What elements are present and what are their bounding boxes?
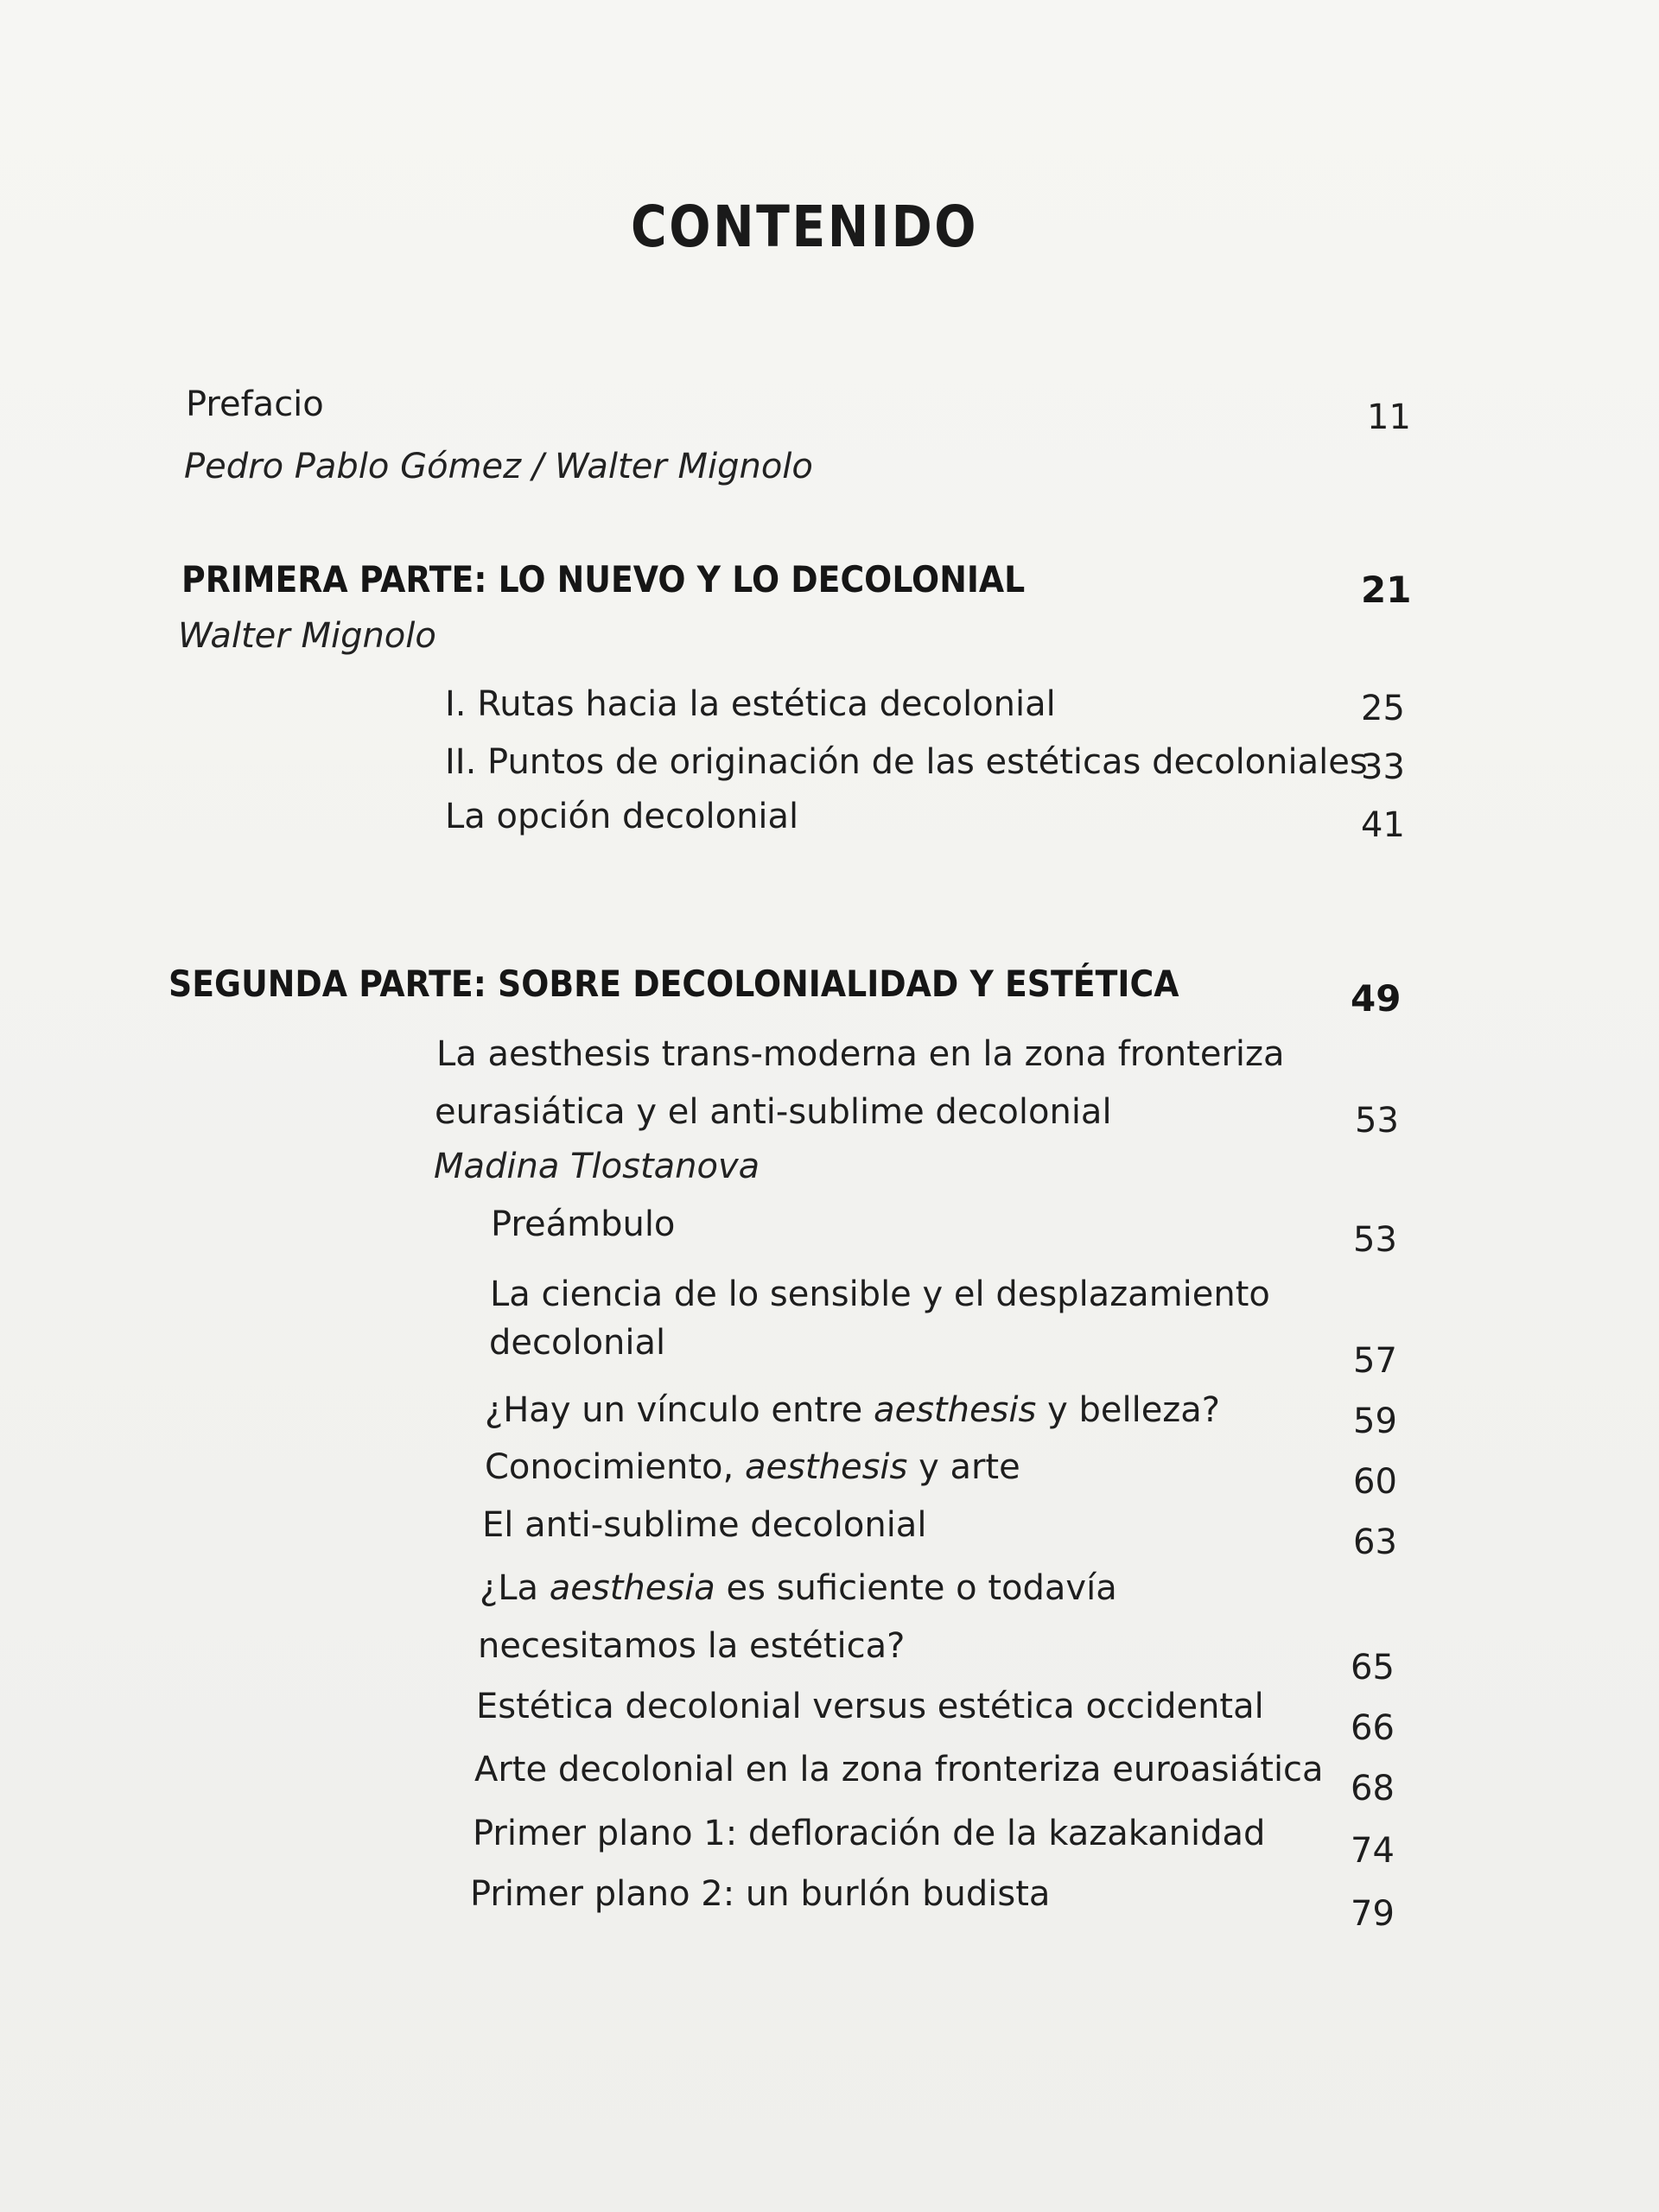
toc-entry-line-2: decolonial bbox=[489, 1323, 666, 1363]
toc-entry: Arte decolonial en la zona fronteriza euroasiática bbox=[474, 1750, 1324, 1789]
page-title: CONTENIDO bbox=[631, 194, 979, 260]
toc-entry: I. Rutas hacia la estética decolonial bbox=[445, 684, 1056, 724]
toc-entry-line-2: necesitamos la estética? bbox=[478, 1626, 906, 1666]
toc-page-part-1: 21 bbox=[1361, 569, 1412, 611]
toc-page: 41 bbox=[1361, 805, 1405, 845]
toc-entry: Primer plano 1: defloración de la kazakanidad bbox=[473, 1814, 1266, 1853]
toc-entry: El anti-sublime decolonial bbox=[482, 1505, 927, 1545]
toc-page: 33 bbox=[1361, 747, 1405, 787]
toc-chapter-line-2: eurasiática y el anti-sublime decolonial bbox=[435, 1092, 1112, 1132]
toc-page: 57 bbox=[1353, 1341, 1397, 1381]
toc-entry-text: Conocimiento, bbox=[485, 1447, 745, 1487]
toc-page: 79 bbox=[1351, 1894, 1395, 1934]
toc-entry-text: y arte bbox=[907, 1447, 1020, 1487]
toc-entry-prefacio: Prefacio bbox=[186, 385, 324, 424]
toc-entry: La opción decolonial bbox=[445, 797, 799, 836]
toc-entry: Estética decolonial versus estética occidental bbox=[476, 1687, 1264, 1726]
toc-entry-text: ¿La bbox=[480, 1568, 550, 1608]
toc-entry-line-1 bbox=[480, 1568, 1117, 1608]
toc-part-heading-2: SEGUNDA PARTE: SOBRE DECOLONIALIDAD Y ESTÉTICA bbox=[168, 963, 1179, 1005]
toc-entry bbox=[485, 1447, 1020, 1487]
toc-entry: Primer plano 2: un burlón budista bbox=[470, 1874, 1051, 1914]
toc-chapter-line-1: La aesthesis trans-moderna en la zona fronteriza bbox=[436, 1034, 1285, 1074]
toc-page: 59 bbox=[1353, 1402, 1397, 1441]
toc-part-heading-1: PRIMERA PARTE: LO NUEVO Y LO DECOLONIAL bbox=[181, 558, 1026, 601]
toc-entry: Preámbulo bbox=[491, 1205, 676, 1244]
toc-page: 65 bbox=[1351, 1648, 1395, 1688]
toc-page: 63 bbox=[1353, 1522, 1397, 1562]
toc-page: 25 bbox=[1361, 689, 1405, 728]
toc-author-chapter: Madina Tlostanova bbox=[434, 1147, 760, 1186]
toc-entry bbox=[485, 1390, 1221, 1430]
toc-page: 60 bbox=[1353, 1462, 1397, 1502]
toc-page-chapter: 53 bbox=[1355, 1101, 1399, 1141]
toc-page: 68 bbox=[1351, 1769, 1395, 1808]
toc-page: 74 bbox=[1351, 1831, 1395, 1871]
toc-entry-emphasis: aesthesis bbox=[873, 1390, 1037, 1430]
toc-page-part-2: 49 bbox=[1351, 977, 1402, 1020]
toc-page: 53 bbox=[1353, 1220, 1397, 1260]
toc-author-prefacio: Pedro Pablo Gómez / Walter Mignolo bbox=[184, 447, 813, 486]
toc-page: 66 bbox=[1351, 1708, 1395, 1748]
toc-entry-text: es suficiente o todavía bbox=[715, 1568, 1117, 1608]
toc-entry-emphasis: aesthesis bbox=[744, 1447, 908, 1487]
toc-entry-line-1: La ciencia de lo sensible y el desplazamiento bbox=[490, 1274, 1270, 1314]
toc-entry-text: ¿Hay un vínculo entre bbox=[485, 1390, 874, 1430]
toc-page-prefacio: 11 bbox=[1367, 397, 1411, 437]
toc-entry: II. Puntos de originación de las estéticas decoloniales bbox=[445, 742, 1368, 782]
toc-entry-emphasis: aesthesia bbox=[549, 1568, 715, 1608]
toc-entry-text: y belleza? bbox=[1036, 1390, 1221, 1430]
toc-author-part-1: Walter Mignolo bbox=[178, 616, 436, 656]
